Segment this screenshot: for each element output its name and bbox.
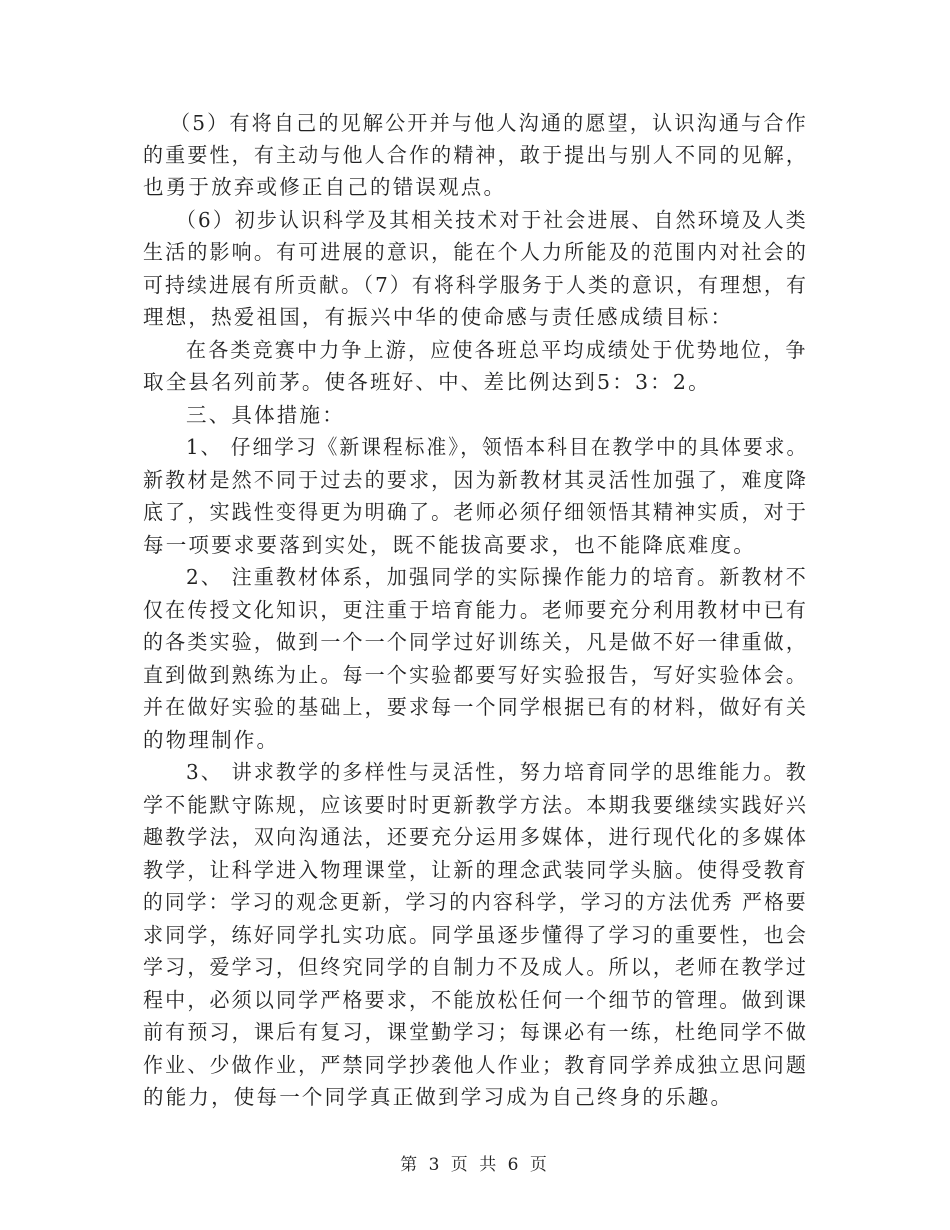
paragraph-5-line-2: 仅在传授文化知识，更注重于培育能力。老师要充分利用教材中已有	[143, 598, 808, 622]
paragraph-5-line-6: 的物理制作。	[143, 728, 280, 752]
paragraph-3-line-1: 在各类竞赛中力争上游，应使各班总平均成绩处于优势地位，争	[186, 338, 808, 362]
paragraph-6-line-6: 求同学，练好同学扎实功底。同学虽逐步懂得了学习的重要性，也会	[143, 923, 808, 947]
paragraph-1-line-1: （5）有将自己的见解公开并与他人沟通的愿望，认识沟通与合作	[170, 111, 808, 135]
paragraph-5-line-4: 直到做到熟练为止。每一个实验都要写好实验报告，写好实验体会。	[143, 663, 808, 687]
paragraph-6-line-2: 学不能默守陈规，应该要时时更新教学方法。本期我要继续实践好兴	[143, 793, 808, 817]
paragraph-3-line-2: 取全县名列前茅。使各班好、中、差比例达到5：3：2。	[143, 370, 711, 394]
paragraph-6-line-5: 的同学：学习的观念更新，学习的内容科学，学习的方法优秀 严格要	[143, 890, 808, 914]
paragraph-6-line-1: 3、 讲求教学的多样性与灵活性，努力培育同学的思维能力。教	[186, 760, 808, 784]
paragraph-2-line-4: 理想，热爱祖国，有振兴中华的使命感与责任感成绩目标：	[143, 305, 734, 329]
paragraph-5-line-3: 的各类实验，做到一个一个同学过好训练关，凡是做不好一律重做，	[143, 630, 808, 654]
paragraph-6-line-9: 前有预习，课后有复习，课堂勤学习；每课必有一练，杜绝同学不做	[143, 1020, 808, 1044]
section-heading: 三、具体措施：	[186, 403, 345, 427]
paragraph-6-line-7: 学习，爱学习，但终究同学的自制力不及成人。所以，老师在教学过	[143, 955, 808, 979]
paragraph-6-line-11: 的能力，使每一个同学真正做到学习成为自己终身的乐趣。	[143, 1085, 734, 1109]
paragraph-4-line-1: 1、 仔细学习《新课程标准》，领悟本科目在教学中的具体要求。	[186, 435, 809, 459]
paragraph-5-line-1: 2、 注重教材体系，加强同学的实际操作能力的培育。新教材不	[186, 565, 808, 589]
page-number-footer: 第 3 页 共 6 页	[400, 1155, 550, 1175]
paragraph-5-line-5: 并在做好实验的基础上，要求每一个同学根据已有的材料，做好有关	[143, 695, 808, 719]
paragraph-4-line-2: 新教材是然不同于过去的要求，因为新教材其灵活性加强了，难度降	[143, 468, 808, 492]
paragraph-6-line-8: 程中，必须以同学严格要求，不能放松任何一个细节的管理。做到课	[143, 988, 808, 1012]
paragraph-2-line-2: 生活的影响。有可进展的意识，能在个人力所能及的范围内对社会的	[143, 240, 808, 264]
paragraph-4-line-4: 每一项要求要落到实处，既不能拔高要求，也不能降底难度。	[143, 533, 756, 557]
paragraph-1-line-2: 的重要性，有主动与他人合作的精神，敢于提出与别人不同的见解，	[143, 143, 808, 167]
paragraph-2-line-3: 可持续进展有所贡献。（7）有将科学服务于人类的意识，有理想，有	[143, 273, 809, 297]
paragraph-1-line-3: 也勇于放弃或修正自己的错误观点。	[143, 175, 507, 199]
paragraph-2-line-1: （6）初步认识科学及其相关技术对于社会进展、自然环境及人类	[176, 208, 808, 232]
paragraph-6-line-10: 作业、少做作业，严禁同学抄袭他人作业；教育同学养成独立思问题	[143, 1053, 808, 1077]
paragraph-4-line-3: 底了，实践性变得更为明确了。老师必须仔细领悟其精神实质，对于	[143, 500, 808, 524]
paragraph-6-line-4: 教学，让科学进入物理课堂，让新的理念武装同学头脑。使得受教育	[143, 858, 808, 882]
paragraph-6-line-3: 趣教学法，双向沟通法，还要充分运用多媒体，进行现代化的多媒体	[143, 825, 808, 849]
